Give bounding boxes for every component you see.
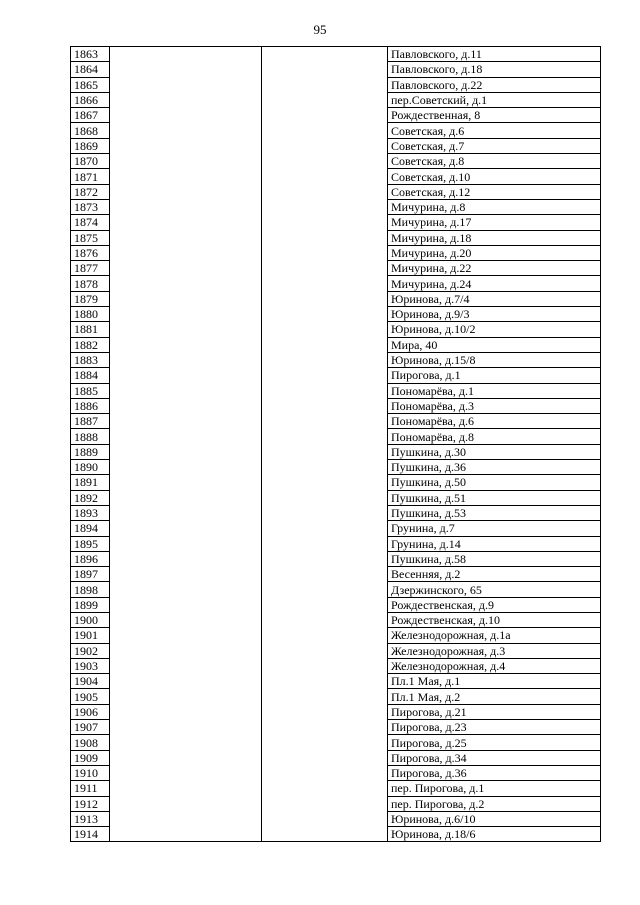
empty-cell [262, 108, 388, 123]
empty-cell [110, 750, 262, 765]
address-cell: Пирогова, д.23 [388, 720, 601, 735]
empty-cell [262, 674, 388, 689]
address-cell: Советская, д.7 [388, 138, 601, 153]
row-number-cell: 1874 [71, 215, 110, 230]
empty-cell [262, 658, 388, 673]
address-cell: Мичурина, д.18 [388, 230, 601, 245]
empty-cell [262, 245, 388, 260]
empty-cell [110, 429, 262, 444]
table-row [71, 184, 601, 199]
empty-cell [110, 735, 262, 750]
address-cell: Железнодорожная, д.1а [388, 628, 601, 643]
address-cell: Советская, д.8 [388, 154, 601, 169]
row-number-cell: 1895 [71, 536, 110, 551]
empty-cell [110, 704, 262, 719]
table-row [71, 276, 601, 291]
row-number-cell: 1889 [71, 444, 110, 459]
row-number-cell: 1880 [71, 307, 110, 322]
address-table-body [71, 47, 601, 842]
address-cell: Юринова, д.18/6 [388, 827, 601, 842]
address-cell: пер.Советский, д.1 [388, 92, 601, 107]
address-cell: Пирогова, д.34 [388, 750, 601, 765]
table-row [71, 689, 601, 704]
address-cell: Юринова, д.7/4 [388, 291, 601, 306]
empty-cell [262, 154, 388, 169]
empty-cell [262, 414, 388, 429]
table-row [71, 322, 601, 337]
empty-cell [110, 643, 262, 658]
table-row [71, 154, 601, 169]
row-number-cell: 1909 [71, 750, 110, 765]
empty-cell [262, 429, 388, 444]
address-cell: пер. Пирогова, д.2 [388, 796, 601, 811]
empty-cell [110, 368, 262, 383]
row-number-cell: 1897 [71, 567, 110, 582]
address-cell: Мичурина, д.8 [388, 199, 601, 214]
empty-cell [262, 337, 388, 352]
empty-cell [262, 781, 388, 796]
row-number-cell: 1885 [71, 383, 110, 398]
empty-cell [262, 475, 388, 490]
row-number-cell: 1865 [71, 77, 110, 92]
empty-cell [110, 460, 262, 475]
empty-cell [262, 276, 388, 291]
empty-cell [110, 765, 262, 780]
address-cell: Пушкина, д.30 [388, 444, 601, 459]
address-cell: Весенняя, д.2 [388, 567, 601, 582]
row-number-cell: 1869 [71, 138, 110, 153]
row-number-cell: 1888 [71, 429, 110, 444]
empty-cell [110, 674, 262, 689]
row-number-cell: 1864 [71, 62, 110, 77]
row-number-cell: 1887 [71, 414, 110, 429]
empty-cell [110, 597, 262, 612]
empty-cell [110, 154, 262, 169]
row-number-cell: 1907 [71, 720, 110, 735]
table-row [71, 47, 601, 62]
row-number-cell: 1910 [71, 765, 110, 780]
address-cell: Пушкина, д.36 [388, 460, 601, 475]
empty-cell [110, 567, 262, 582]
row-number-cell: 1903 [71, 658, 110, 673]
table-row [71, 307, 601, 322]
row-number-cell: 1900 [71, 612, 110, 627]
address-cell: Мичурина, д.20 [388, 245, 601, 260]
empty-cell [110, 291, 262, 306]
address-cell: Железнодорожная, д.3 [388, 643, 601, 658]
row-number-cell: 1879 [71, 291, 110, 306]
empty-cell [110, 77, 262, 92]
empty-cell [110, 383, 262, 398]
table-row [71, 628, 601, 643]
address-cell: Пл.1 Мая, д.2 [388, 689, 601, 704]
address-cell: Рождественная, 8 [388, 108, 601, 123]
empty-cell [110, 215, 262, 230]
table-row [71, 291, 601, 306]
empty-cell [110, 612, 262, 627]
table-row [71, 536, 601, 551]
table-row [71, 750, 601, 765]
page-number: 95 [313, 22, 327, 37]
table-row [71, 720, 601, 735]
empty-cell [110, 245, 262, 260]
address-cell: Пирогова, д.36 [388, 765, 601, 780]
row-number-cell: 1899 [71, 597, 110, 612]
empty-cell [262, 765, 388, 780]
empty-cell [110, 261, 262, 276]
table-row [71, 567, 601, 582]
empty-cell [110, 138, 262, 153]
empty-cell [262, 628, 388, 643]
empty-cell [262, 368, 388, 383]
table-row [71, 827, 601, 842]
empty-cell [110, 199, 262, 214]
empty-cell [110, 123, 262, 138]
empty-cell [110, 658, 262, 673]
empty-cell [110, 521, 262, 536]
table-row [71, 765, 601, 780]
row-number-cell: 1875 [71, 230, 110, 245]
empty-cell [110, 337, 262, 352]
empty-cell [262, 138, 388, 153]
row-number-cell: 1893 [71, 505, 110, 520]
address-cell: Мичурина, д.24 [388, 276, 601, 291]
empty-cell [110, 628, 262, 643]
table-row [71, 230, 601, 245]
empty-cell [110, 230, 262, 245]
empty-cell [262, 689, 388, 704]
address-cell: Пл.1 Мая, д.1 [388, 674, 601, 689]
table-row [71, 612, 601, 627]
table-row [71, 245, 601, 260]
empty-cell [110, 551, 262, 566]
row-number-cell: 1913 [71, 811, 110, 826]
address-cell: Юринова, д.9/3 [388, 307, 601, 322]
address-cell: Пирогова, д.25 [388, 735, 601, 750]
empty-cell [262, 460, 388, 475]
address-cell: Железнодорожная, д.4 [388, 658, 601, 673]
table-row [71, 521, 601, 536]
empty-cell [110, 398, 262, 413]
empty-cell [262, 551, 388, 566]
row-number-cell: 1906 [71, 704, 110, 719]
table-row [71, 77, 601, 92]
address-cell: Пирогова, д.21 [388, 704, 601, 719]
row-number-cell: 1867 [71, 108, 110, 123]
address-cell: Пушкина, д.50 [388, 475, 601, 490]
address-cell: Пономарёва, д.1 [388, 383, 601, 398]
row-number-cell: 1912 [71, 796, 110, 811]
empty-cell [110, 781, 262, 796]
row-number-cell: 1881 [71, 322, 110, 337]
row-number-cell: 1872 [71, 184, 110, 199]
address-cell: Пономарёва, д.8 [388, 429, 601, 444]
table-row [71, 460, 601, 475]
empty-cell [110, 47, 262, 62]
empty-cell [110, 322, 262, 337]
empty-cell [110, 796, 262, 811]
address-cell: Юринова, д.15/8 [388, 352, 601, 367]
address-cell: Павловского, д.11 [388, 47, 601, 62]
table-row [71, 199, 601, 214]
empty-cell [262, 322, 388, 337]
table-row [71, 123, 601, 138]
table-row [71, 658, 601, 673]
empty-cell [110, 62, 262, 77]
empty-cell [262, 735, 388, 750]
empty-cell [110, 490, 262, 505]
address-table [70, 46, 601, 842]
table-row [71, 337, 601, 352]
row-number-cell: 1892 [71, 490, 110, 505]
address-cell: Грунина, д.7 [388, 521, 601, 536]
address-cell: Пономарёва, д.6 [388, 414, 601, 429]
table-row [71, 383, 601, 398]
address-cell: Пономарёва, д.3 [388, 398, 601, 413]
table-row [71, 261, 601, 276]
row-number-cell: 1870 [71, 154, 110, 169]
empty-cell [110, 720, 262, 735]
table-row [71, 215, 601, 230]
empty-cell [262, 796, 388, 811]
row-number-cell: 1866 [71, 92, 110, 107]
row-number-cell: 1905 [71, 689, 110, 704]
empty-cell [262, 184, 388, 199]
empty-cell [262, 490, 388, 505]
row-number-cell: 1904 [71, 674, 110, 689]
table-row [71, 429, 601, 444]
empty-cell [110, 276, 262, 291]
address-cell: Юринова, д.10/2 [388, 322, 601, 337]
address-cell: Мира, 40 [388, 337, 601, 352]
empty-cell [262, 199, 388, 214]
empty-cell [262, 62, 388, 77]
empty-cell [262, 169, 388, 184]
address-cell: Советская, д.6 [388, 123, 601, 138]
empty-cell [110, 475, 262, 490]
row-number-cell: 1884 [71, 368, 110, 383]
row-number-cell: 1890 [71, 460, 110, 475]
table-row [71, 551, 601, 566]
row-number-cell: 1914 [71, 827, 110, 842]
row-number-cell: 1894 [71, 521, 110, 536]
row-number-cell: 1877 [71, 261, 110, 276]
table-row [71, 398, 601, 413]
empty-cell [110, 689, 262, 704]
table-row [71, 781, 601, 796]
empty-cell [110, 414, 262, 429]
address-cell: Рождественская, д.9 [388, 597, 601, 612]
empty-cell [110, 827, 262, 842]
empty-cell [110, 536, 262, 551]
row-number-cell: 1896 [71, 551, 110, 566]
table-row [71, 505, 601, 520]
row-number-cell: 1868 [71, 123, 110, 138]
table-row [71, 475, 601, 490]
empty-cell [262, 291, 388, 306]
address-cell: пер. Пирогова, д.1 [388, 781, 601, 796]
row-number-cell: 1886 [71, 398, 110, 413]
empty-cell [262, 398, 388, 413]
empty-cell [262, 505, 388, 520]
empty-cell [262, 261, 388, 276]
table-row [71, 643, 601, 658]
empty-cell [262, 123, 388, 138]
address-cell: Советская, д.12 [388, 184, 601, 199]
empty-cell [262, 444, 388, 459]
address-cell: Павловского, д.22 [388, 77, 601, 92]
empty-cell [262, 827, 388, 842]
table-row [71, 138, 601, 153]
table-row [71, 811, 601, 826]
address-cell: Юринова, д.6/10 [388, 811, 601, 826]
row-number-cell: 1878 [71, 276, 110, 291]
address-cell: Грунина, д.14 [388, 536, 601, 551]
row-number-cell: 1908 [71, 735, 110, 750]
empty-cell [262, 352, 388, 367]
address-cell: Пушкина, д.58 [388, 551, 601, 566]
empty-cell [262, 307, 388, 322]
table-row [71, 444, 601, 459]
empty-cell [110, 92, 262, 107]
empty-cell [262, 612, 388, 627]
table-row [71, 674, 601, 689]
empty-cell [110, 444, 262, 459]
table-row [71, 597, 601, 612]
empty-cell [110, 169, 262, 184]
row-number-cell: 1863 [71, 47, 110, 62]
address-cell: Пушкина, д.53 [388, 505, 601, 520]
empty-cell [262, 521, 388, 536]
row-number-cell: 1898 [71, 582, 110, 597]
table-row [71, 92, 601, 107]
address-cell: Рождественская, д.10 [388, 612, 601, 627]
table-row [71, 582, 601, 597]
empty-cell [262, 704, 388, 719]
row-number-cell: 1873 [71, 199, 110, 214]
empty-cell [262, 567, 388, 582]
table-row [71, 169, 601, 184]
empty-cell [110, 307, 262, 322]
empty-cell [110, 352, 262, 367]
address-cell: Павловского, д.18 [388, 62, 601, 77]
empty-cell [110, 184, 262, 199]
address-cell: Пушкина, д.51 [388, 490, 601, 505]
row-number-cell: 1871 [71, 169, 110, 184]
empty-cell [262, 750, 388, 765]
row-number-cell: 1891 [71, 475, 110, 490]
empty-cell [110, 811, 262, 826]
row-number-cell: 1883 [71, 352, 110, 367]
empty-cell [262, 811, 388, 826]
table-row [71, 735, 601, 750]
table-row [71, 490, 601, 505]
address-cell: Советская, д.10 [388, 169, 601, 184]
empty-cell [262, 643, 388, 658]
empty-cell [262, 92, 388, 107]
empty-cell [262, 215, 388, 230]
empty-cell [262, 582, 388, 597]
table-row [71, 704, 601, 719]
address-cell: Дзержинского, 65 [388, 582, 601, 597]
empty-cell [262, 47, 388, 62]
empty-cell [262, 383, 388, 398]
row-number-cell: 1901 [71, 628, 110, 643]
empty-cell [110, 108, 262, 123]
row-number-cell: 1902 [71, 643, 110, 658]
row-number-cell: 1882 [71, 337, 110, 352]
empty-cell [262, 230, 388, 245]
empty-cell [262, 77, 388, 92]
address-cell: Мичурина, д.17 [388, 215, 601, 230]
table-row [71, 368, 601, 383]
address-cell: Пирогова, д.1 [388, 368, 601, 383]
table-row [71, 62, 601, 77]
empty-cell [110, 582, 262, 597]
row-number-cell: 1876 [71, 245, 110, 260]
table-row [71, 414, 601, 429]
table-row [71, 796, 601, 811]
table-row [71, 352, 601, 367]
address-cell: Мичурина, д.22 [388, 261, 601, 276]
empty-cell [262, 720, 388, 735]
empty-cell [262, 597, 388, 612]
empty-cell [110, 505, 262, 520]
empty-cell [262, 536, 388, 551]
row-number-cell: 1911 [71, 781, 110, 796]
table-row [71, 108, 601, 123]
